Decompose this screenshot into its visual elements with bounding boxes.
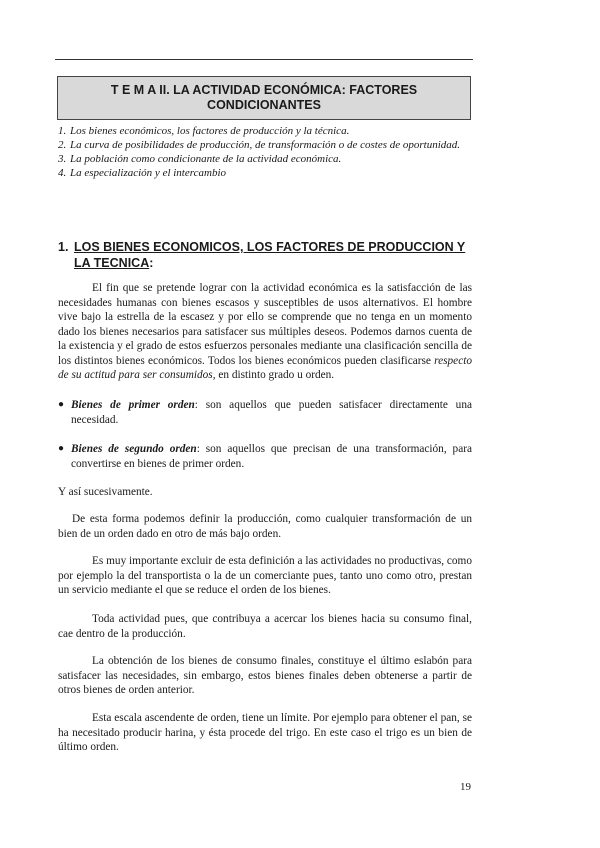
toc-item	[58, 124, 472, 138]
toc-text: La curva de posibilidades de producción, de transformación o de costes de oportunidad.	[70, 139, 461, 151]
bullet-term: Bienes de segundo orden	[71, 443, 197, 455]
toc-number: 3.	[58, 153, 67, 165]
bullet-dot-icon: ●	[58, 443, 65, 454]
paragraph	[58, 281, 472, 383]
paragraph-text: , en distinto grado u orden.	[212, 369, 335, 381]
chapter-title-line-1: T E M A II. LA ACTIVIDAD ECONÓMICA: FACTORES	[110, 83, 418, 97]
toc-item	[58, 138, 472, 152]
section-number: 1.	[58, 240, 69, 254]
bullet-text	[71, 398, 472, 427]
bullet-description: : son aquellos que pueden satisfacer directamente una necesidad.	[71, 399, 472, 426]
toc-text: La población como condicionante de la actividad económica.	[70, 153, 342, 165]
paragraph	[58, 711, 472, 755]
chapter-title-box	[57, 76, 471, 120]
bullet-description: : son aquellos que precisan de una transformación, para convertirse en bienes de primer orden.	[71, 443, 472, 470]
paragraph	[58, 512, 472, 541]
bullet-item	[58, 442, 472, 471]
paragraph-text: La obtención de los bienes de consumo finales, constituye el último eslabón para satisfacer las necesidades, sin embargo, estos bienes finales deben obtenerse a partir de otros bienes de orden anterior.	[58, 655, 472, 696]
toc-text: Los bienes económicos, los factores de producción y la técnica.	[70, 125, 350, 137]
paragraph-text: Y así sucesivamente.	[58, 486, 153, 498]
paragraph	[58, 485, 472, 500]
paragraph	[58, 654, 472, 698]
header-rule	[55, 59, 473, 60]
table-of-contents	[58, 124, 472, 180]
paragraph-text: Es muy importante excluir de esta definición a las actividades no productivas, como por ejemplo la del transportista o la de un comerciante pues, tanto uno como otro, prestan un servicio mediante el que se reduce el orden de los bienes.	[58, 555, 472, 596]
section-title: LOS BIENES ECONOMICOS, LOS FACTORES DE PRODUCCION Y LA TECNICA	[74, 240, 466, 270]
page-number: 19	[460, 781, 471, 793]
paragraph	[58, 612, 472, 641]
section-title-wrap	[74, 239, 476, 271]
paragraph-text: Esta escala ascendente de orden, tiene un límite. Por ejemplo para obtener el pan, se ha necesitado producir harina, y ésta procede del trigo. En este caso el trigo es un bien de último orden.	[58, 712, 472, 753]
bullet-text	[71, 442, 472, 471]
section-heading	[58, 239, 476, 271]
paragraph-text: De esta forma podemos definir la producción, como cualquier transformación de un bien de un orden dado en otro de más bajo orden.	[58, 513, 472, 540]
toc-item	[58, 152, 472, 166]
toc-item	[58, 166, 472, 180]
chapter-title-line-2: CONDICIONANTES	[207, 98, 321, 112]
toc-number: 1.	[58, 125, 67, 137]
section-colon: :	[149, 256, 154, 270]
paragraph	[58, 554, 472, 598]
bullet-item	[58, 398, 472, 427]
paragraph-emphasis: respecto de su actitud para ser consumidos	[58, 354, 472, 381]
bullet-dot-icon: ●	[58, 399, 65, 410]
paragraph-text: El fin que se pretende lograr con la actividad económica es la satisfacción de las necesidades humanas con bienes escasos y susceptibles de usos alternativos. El hombre vive bajo la estrella de la escasez y por ello se comprende que no tenga en un momento dado los bienes necesarios para satisfacer sus múltiples deseos. Podemos darnos cuenta de la existencia y el grado de estos esfuerzos personales mediante una clasificación sencilla de los distintos bienes económicos. Todos los bienes económicos pueden clasificarse	[58, 282, 472, 367]
toc-text: La especialización y el intercambio	[70, 167, 227, 179]
bullet-term: Bienes de primer orden	[71, 399, 195, 411]
paragraph-text: Toda actividad pues, que contribuya a acercar los bienes hacia su consumo final, cae dentro de la producción.	[58, 613, 472, 640]
toc-number: 2.	[58, 139, 67, 151]
toc-number: 4.	[58, 167, 67, 179]
